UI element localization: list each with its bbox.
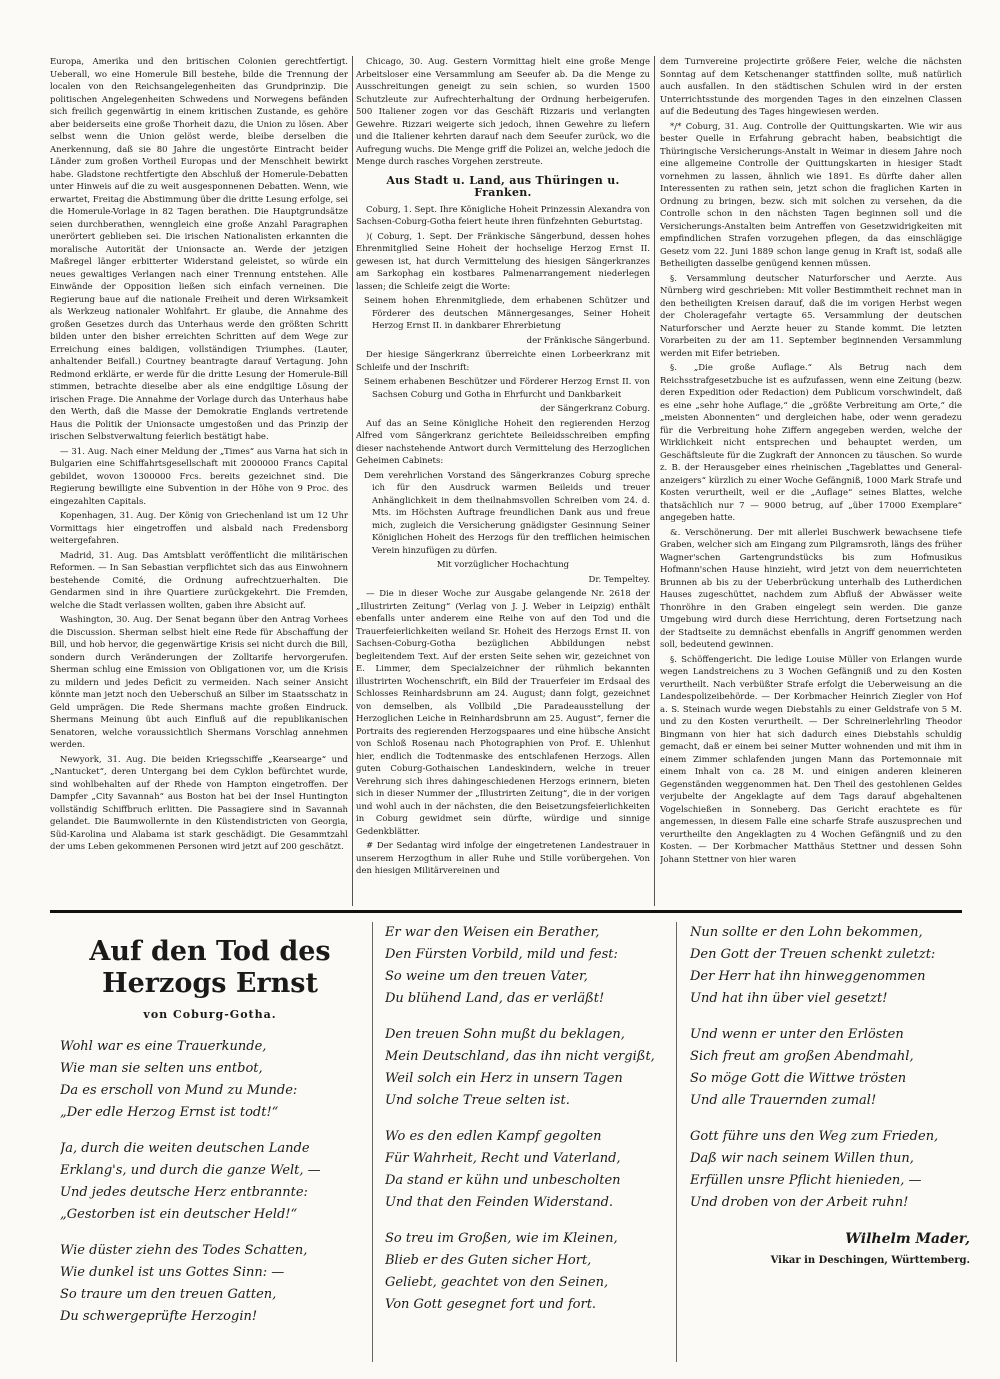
poem-stanza [385, 1126, 665, 1214]
poem-line: So traure um den treuen Gatten, [60, 1287, 277, 1302]
article-washington: Washington, 30. Aug. Der Senat begann über den Antrag Vorhees die Discussion. Sherman selbst hielt eine Rede für Abschaffung der Bill, und hob hervor, die gegenwärtige Krisis sei nicht durch die Bill, sondern durch Veränderungen der Zolltarife hervorgerufen. Sherman schlug eine Emission von Obligationen vor, um die Krisis zu mildern und jedes Deficit zu vermeiden. Nach seiner Ansicht könnte man jetzt noch den Ueberschuß an Silber im Staatsschatz in Geld umprägen. Die Rede Shermans machte großen Eindruck. Shermans Meinung übt auch Einfluß auf die republikanischen Senatoren, welche voraussichtlich Shermans Vorschlag annehmen werden. [50, 615, 348, 750]
article-homerule: Europa, Amerika und den britischen Colonien gerechtfertigt. Ueberall, wo eine Homerule Bill bestehe, bilde die Trennung der localen von den Reichsangelegenheiten das Grundprinzip. Die politischen Angelegenheiten Schwedens und Norwegens befänden sich freilich gegenwärtig in einem kritischen Zustande, es gehöre aber beiderseits eine große Thorheit dazu, die Union zu lösen. Aber selbst wenn die Union gelöst werde, bleibe derselben die Anerkennung, daß sie 80 Jahre die ungestörte Eintracht beider Länder zum großen Vortheil Europas und der Menschheit bewirkt habe. Gladstone rechtfertigte den Abschluß der Homerule-Debatten unter Hinweis auf die zu weit ausgesponnenen Debatten. Wenn, wie erwartet, Freitag die Abstimmung über die dritte Lesung erfolge, sei die Homerule-Vorlage in 82 Tagen berathen. Die Hauptgrundsätze seien durchberathen, wenngleich eine große Anzahl Paragraphen unerörtert geblieben sei. Die irischen Nationalisten erkannten die moralische Autorität der Unionsacte an. Werde der jetzigen Maßregel länger erbitterter Widerstand geleistet, so würde ein neues gewaltiges Verlangen nach einer Trennung entstehen. Alle Einwände der Opposition ließen sich einfach verneinen. Die Regierung baue auf die nationale Freiheit und deren Wirksamkeit als Werkzeug nationaler Wohlfahrt. Er glaube, die Annahme des großen Gesetzes durch das Unterhaus werde den größten Schritt bilden unter den bisher erreichten Schritten auf dem Wege zur Erreichung eines baldigen, vollständigen Triumphes. (Lauter, anhaltender Beifall.) Courtney beantragte darauf Vertagung. John Redmond erklärte, er werde für die dritte Lesung der Homerule-Bill stimmen, betrachte dieselbe aber als eine endgiltige Lösung der irischen Frage. Die Annahme der Vorlage durch das Unterhaus habe den Werth, daß die Masse der Demokratie Englands vertretende Haus die Politik der Unionsacte umgestoßen und das Prinzip der irischen Selbstverwaltung feierlich bestätigt habe. [50, 57, 348, 442]
letter-body: Dem verehrlichen Vorstand des Sängerkranzes Coburg spreche ich für den Ausdruck warmen Beileids und treuer Anhänglichkeit in dem theilnahmsvollen Schreiben vom 24. d. Mts. im Höchsten Auftrage freundlichen Dank aus und freue mich, zugleich die Versicherung gnädigster Gesinnung Seiner Königlichen Hoheit des Herzogs für den trefflichen heimischen Verein hinzufügen zu dürfen. [364, 470, 650, 556]
article-coburg-birthday: Coburg, 1. Sept. Ihre Königliche Hoheit Prinzessin Alexandra von Sachsen-Coburg-Gotha feiert heute ihren fünfzehnten Geburtstag. [356, 204, 650, 227]
article-newyork: Newyork, 31. Aug. Die beiden Kriegsschiffe „Kearsearge“ und „Nantucket“, deren Untergang bei dem Cyklon befürchtet wurde, sind wohlbehalten auf der Rhede von Hampton eingetroffen. Der Dampfer „City Savannah“ aus Boston hat bei der Insel Huntington vollständig Schiffbruch erlitten. Die Passagiere sind in Savannah gelandet. Die Baumwollernte in den Küstendistricten von Georgia, Süd-Karolina und Alabama ist stark geschädigt. Die Gesammtzahl der ums Leben gekommenen Personen wird jetzt auf 200 geschätzt. [50, 754, 348, 852]
poem-line: Den treuen Sohn mußt du beklagen, [385, 1027, 625, 1042]
poem-stanza [385, 1228, 665, 1316]
wreath-intro: Der hiesige Sängerkranz überreichte einen Lorbeerkranz mit Schleife und der Inschrift: [356, 350, 650, 373]
section-heading: Aus Stadt u. Land, aus Thüringen u. Franken. [386, 173, 620, 199]
poem-line: Für Wahrheit, Recht und Vaterland, [385, 1151, 621, 1166]
poem-line: Und droben von der Arbeit ruhn! [690, 1195, 909, 1210]
poem-stanza [60, 1240, 360, 1328]
poem-subtitle: von Coburg-Gotha. [143, 1008, 277, 1021]
article-schoeffengericht: §. Schöffengericht. Die ledige Louise Müller von Erlangen wurde wegen Landstreichens zu 3 Wochen Gefängniß und zu den Kosten verurtheilt. Nach verbüßter Strafe erfolgt die Ueberweisung an die Landespolizeibehörde. — Der Korbmacher Heinrich Ziegler von Hof a. S. Steinach wurde wegen Diebstahls zu einer Geldstrafe von 5 M. und zu den Kosten verurtheilt. — Der Schreinerlehrling Theodor Bingmann von hier hat sich dadurch eines Diebstahls schuldig gemacht, daß er einem bei seiner Mutter wohnenden und mit ihm in einem Zimmer schlafenden jungen Mann das Portemonnaie mit einem Inhalt von ca. 28 M. und einigen anderen kleineren Gegenständen weggenommen hat. Den Theil des gestohlenen Geldes verjubelte der Angeklagte auf dem Tags darauf abgehaltenen Vogelschießen in Sonneberg. Das Gericht erachtete es für angemessen, in diesem Falle eine scharfe Strafe auszusprechen und verurtheilte den Angeklagten zu 4 Wochen Gefängniß und zu den Kosten. — Der Korbmacher Matthäus Stettner und dessen Sohn Johann Stettner von hier waren [660, 654, 962, 865]
column-1 [50, 56, 348, 906]
article-varna: — 31. Aug. Nach einer Meldung der „Times“ aus Varna hat sich in Bulgarien eine Schiffahrtsgesellschaft mit 2000000 Francs Capital gebildet, wovon 1300000 Frcs. bereits gezeichnet sind. Die Regierung bewilligte eine Subvention in der Höhe von 9 Proc. des eingezahlten Capitals. [50, 446, 348, 507]
poem-line: Nun sollte er den Lohn bekommen, [690, 925, 923, 940]
section-separator [50, 910, 962, 913]
poem-stanza [385, 1024, 665, 1112]
poem-line: Er war den Weisen ein Berather, [385, 925, 600, 940]
poem-line: Wie dunkel ist uns Gottes Sinn: — [60, 1265, 285, 1280]
letter-intro: Auf das an Seine Königliche Hoheit den regierenden Herzog Alfred vom Sängerkranz gerichtete Beileidsschreiben empfing dieser nachstehende Antwort durch Vermittelung des Herzoglichen Geheimen Cabinets: [356, 418, 650, 466]
poem-line: „Der edle Herzog Ernst ist todt!“ [60, 1105, 279, 1120]
poem-line: Und that den Feinden Widerstand. [385, 1195, 614, 1210]
article-columns [50, 56, 962, 906]
poem-column-1 [60, 922, 360, 1362]
poem-line: Wie düster ziehn des Todes Schatten, [60, 1243, 308, 1258]
column-divider [654, 56, 655, 906]
poem-line: „Gestorben ist ein deutscher Held!“ [60, 1207, 298, 1222]
article-sedantag: # Der Sedantag wird infolge der eingetretenen Landestrauer in unserem Herzogthum in aller Ruhe und Stille vorübergehen. Von den hiesigen Militärvereinen und [356, 841, 650, 876]
article-quittungskarten: */* Coburg, 31. Aug. Controlle der Quittungskarten. Wie wir aus bester Quelle in Erfahrung gebracht haben, beabsichtigt die Thüringische Versicherungs-Anstalt in Weimar in diesem Jahre noch eine allgemeine Controlle der Quittungskarten in hiesiger Stadt vornehmen zu lassen, ähnlich wie 1891. Es dürfte daher allen Interessenten zu rathen sein, jetzt schon die fraglichen Karten in Ordnung zu bringen, bezw. sich mit solchen zu versehen, da die Controlle schon in den nächsten Tagen beginnen soll und die Versicherungs-Anstalten beim Antreffen von Gesetzwidrigkeiten mit empfindlichen Strafen vorzugehen pflegen, da das einschlägige Gesetz vom 22. Juni 1889 schon lange genug in Kraft ist, sodaß alle Betheiligten dasselbe genügend kennen müssen. [660, 121, 962, 269]
poem-line: Da es erscholl von Mund zu Munde: [60, 1083, 298, 1098]
ribbon-inscription: Seinem hohen Ehrenmitgliede, dem erhabenen Schützer und Förderer des deutschen Männergesanges, Seiner Hoheit Herzog Ernst II. in dankbarer Ehrerbietung [364, 296, 650, 331]
poem-line: Und hat ihn über viel gesetzt! [690, 991, 888, 1006]
wreath-inscription: Seinem erhabenen Beschützer und Förderer Herzog Ernst II. von Sachsen Coburg und Gotha in Ehrfurcht und Dankbarkeit [364, 377, 650, 400]
poem-line: Von Gott gesegnet fort und fort. [385, 1297, 597, 1312]
poem-line: Den Fürsten Vorbild, mild und fest: [385, 947, 618, 962]
poem-line: Wie man sie selten uns entbot, [60, 1061, 263, 1076]
article-verschoenerung: &. Verschönerung. Der mit allerlei Buschwerk bewachsene tiefe Graben, welcher sich am Eingang zum Pilgramsroth, längs des früher Wagner'schen Gartengrundstücks bis zum Hofmusikus Hofmann'schen Hause hinzieht, wird jetzt von dem neuerrichteten Brunnen ab bis zu der Ueberbrückung unterhalb des Lutherdichen Hauses zugeschüttet, nachdem zum Abfluß der Abwässer weite Thonröhre in den Graben eingelegt sein werden. Die ganze Umgebung wird durch diese Herrichtung, deren Fortsetzung nach der Stadtseite zu demnächst ebenfalls in Angriff genommen werden soll, bedeutend gewinnen. [660, 527, 962, 650]
poem-divider [372, 922, 373, 1362]
poem-stanza [385, 922, 665, 1010]
poem-line: Und jedes deutsche Herz entbrannte: [60, 1185, 308, 1200]
poem-line: Da stand er kühn und unbescholten [385, 1173, 621, 1188]
column-2 [356, 56, 650, 906]
poem-title: Auf den Tod des Herzogs Ernst [89, 936, 331, 999]
poem-stanza [690, 1126, 970, 1214]
poem-line: Den Gott der Treuen schenkt zuletzt: [690, 947, 936, 962]
article-naturforscher: §. Versammlung deutscher Naturforscher und Aerzte. Aus Nürnberg wird geschrieben: Mit voller Bestimmtheit rechnet man in den betheiligten Kreisen darauf, daß die im vorigen Herbst wegen der Choleragefahr vertagte 65. Versammlung der deutschen Naturforscher und Aerzte heuer zu Stande kommt. Die letzten Vorarbeiten zu der am 11. September beginnenden Versammlung werden mit Eifer betrieben. [660, 273, 962, 359]
article-madrid: Madrid, 31. Aug. Das Amtsblatt veröffentlicht die militärischen Reformen. — In San Sebastian verpflichtet sich das aus Einwohnern bestehende Comité, die Ordnung aufrechtzuerhalten. Die Gendarmen sind in ihre Quartiere zurückgekehrt. Die Fremden, welche die Stadt verlassen wollten, gaben ihre Absicht auf. [50, 550, 348, 611]
article-kopenhagen: Kopenhagen, 31. Aug. Der König von Griechenland ist um 12 Uhr Vormittags hier eingetroffen und alsbald nach Fredensborg weitergefahren. [50, 511, 348, 546]
poem-line: Erfüllen unsre Pflicht hienieden, — [690, 1173, 922, 1188]
poem-line: Daß wir nach seinem Willen thun, [690, 1151, 914, 1166]
poem-column-3 [690, 922, 970, 1362]
poem-line: Blieb er des Guten sicher Hort, [385, 1253, 592, 1268]
poem-author: Wilhelm Mader, [845, 1231, 970, 1247]
poem-line: Und wenn er unter den Erlösten [690, 1027, 904, 1042]
article-illustrirte-zeitung: — Die in dieser Woche zur Ausgabe gelangende Nr. 2618 der „Illustrirten Zeitung“ (Verlag von J. J. Weber in Leipzig) enthält ebenfalls unter anderem eine Reihe von auf den Tod und die Trauerfeierlichkeiten weiland Sr. Hoheit des Herzogs Ernst II. von Sachsen-Coburg-Gotha bezüglichen Abbildungen nebst begleitendem Text. Auf der ersten Seite sehen wir, gezeichnet von E. Limmer, dem Specialzeichner der rühmlich bekannten illustrirten Wochenschrift, ein Bild der Trauerfeier im Erdsaal des Schlosses Reinhardsbrunn am 24. August; dann folgt, gezeichnet von demselben, als Vollbild „Die Paradeausstellung der Herzoglichen Leiche in Reinhardsbrunn am 25. August“, ferner die Portraits des regierenden Herzogspaares und eine hübsche Ansicht von Schloß Rosenau nach Photographien von Prof. E. Uhlenhut hier, endlich die Todtenmaske des entschlafenen Herzogs. Allen guten Coburg-Gothaischen Landeskindern, welche in treuer Verehrung sich ihres dahingeschiedenen Herzogs erinnern, bieten sich in dieser Nummer der „Illustrirten Zeitung“, die in der vorigen und wohl auch in der nächsten, die den Beisetzungsfeierlichkeiten in Coburg gewidmet sein dürfte, würdige und sinnige Gedenkblätter. [356, 589, 650, 837]
poem-line: Sich freut am großen Abendmahl, [690, 1049, 914, 1064]
article-turnverein: dem Turnvereine projectirte größere Feier, welche die nächsten Sonntag auf dem Ketschenanger stattfinden sollte, muß natürlich auch ausfallen. In den städtischen Schulen wird in der ersten Unterrichtsstunde des morgenden Tages in den einzelnen Classen auf die Bedeutung des Tages hingewiesen werden. [660, 57, 962, 117]
wreath-signature: der Sängerkranz Coburg. [540, 404, 650, 414]
poem-line: Weil solch ein Herz in unsern Tagen [385, 1071, 623, 1086]
poem-stanza [60, 1138, 360, 1226]
poem-stanza [690, 922, 970, 1010]
poem-line: Gott führe uns den Weg zum Frieden, [690, 1129, 939, 1144]
poem-line: So möge Gott die Wittwe trösten [690, 1071, 907, 1086]
poem-author-info: Vikar in Deschingen, Württemberg. [770, 1255, 970, 1266]
article-coburg-saengerbund: )( Coburg, 1. Sept. Der Fränkische Sängerbund, dessen hohes Ehrenmitglied Seine Hoheit der hochselige Herzog Ernst II. gewesen ist, hat durch Vermittelung des hiesigen Sängerkranzes am Sarkophag ein kostbares Palmenarrangement niederlegen lassen; die Schleife zeigt die Worte: [356, 231, 650, 292]
poem-stanza [60, 1036, 360, 1124]
poem-stanza [690, 1024, 970, 1112]
poem-line: So treu im Großen, wie im Kleinen, [385, 1231, 618, 1246]
ribbon-signature: der Fränkische Sängerbund. [526, 335, 650, 346]
letter-signature: Dr. Tempeltey. [588, 574, 650, 585]
poem-line: Mein Deutschland, das ihn nicht vergißt, [385, 1049, 655, 1064]
poem-line: Ja, durch die weiten deutschen Lande [60, 1141, 310, 1156]
poem-line: Geliebt, geachtet von den Seinen, [385, 1275, 609, 1290]
poem-divider [676, 922, 677, 1362]
column-divider [352, 56, 353, 906]
poem-line: Und solche Treue selten ist. [385, 1093, 570, 1108]
column-3 [660, 56, 962, 906]
poem-line: Du blühend Land, das er verläßt! [385, 991, 605, 1006]
poem-column-2 [385, 922, 665, 1362]
poem-line: Wo es den edlen Kampf gegolten [385, 1129, 602, 1144]
poem-line: So weine um den treuen Vater, [385, 969, 588, 984]
poem-line: Wohl war es eine Trauerkunde, [60, 1039, 267, 1054]
poem-line: Erklang's, und durch die ganze Welt, — [60, 1163, 321, 1178]
poem-line: Und alle Trauernden zumal! [690, 1093, 877, 1108]
article-chicago: Chicago, 30. Aug. Gestern Vormittag hielt eine große Menge Arbeitsloser eine Versammlung am Seeufer ab. Da die Menge zu Ausschreitungen geneigt zu sein schien, so wurden 1500 Schutzleute zur Aufrechterhaltung der Ordnung herbeigerufen. 500 Italiener zogen vor das Geschäft Rizzaris und verlangten Gewehre. Rizzari weigerte sich jedoch, ihnen Gewehre zu liefern und die Italiener kehrten darauf nach dem Seeufer zurück, wo die Aufregung wuchs. Die Menge griff die Polizei an, welche jedoch die Menge durch rasches Vorgehen zerstreute. [356, 57, 650, 167]
poem-line: Der Herr hat ihn hinweggenommen [690, 969, 926, 984]
letter-closing: Mit vorzüglicher Hochachtung [436, 560, 570, 570]
article-grosse-auflage: §. „Die große Auflage.“ Als Betrug nach dem Reichsstrafgesetzbuche ist es aufzufassen, wenn eine Zeitung (bezw. deren Expedition oder Redaction) dem Publicum vorschwindelt, daß es eine „sehr hohe Auflage,“ die „größte Verbreitung am Orte,“ die „meisten Abonnenten“ und dergleichen habe, oder wenn geradezu für die Verbreitung hohe Ziffern angegeben werden, welche der Wirklichkeit nicht entsprechen und behauptet werden, um Geschäftsleute für die Zugkraft der Annoncen zu täuschen. So wurde z. B. der Herausgeber eines rheinischen „Tageblattes und General-anzeigers“ kürzlich zu einer Woche Gefängniß, 1000 Mark Strafe und Kosten verurtheilt, weil er die „Auflage“ seines Blattes, welche thatsächlich nur 7 — 9000 betrug, auf „über 17000 Exemplare“ angegeben hatte. [660, 363, 962, 523]
poem-line: Du schwergeprüfte Herzogin! [60, 1309, 258, 1324]
